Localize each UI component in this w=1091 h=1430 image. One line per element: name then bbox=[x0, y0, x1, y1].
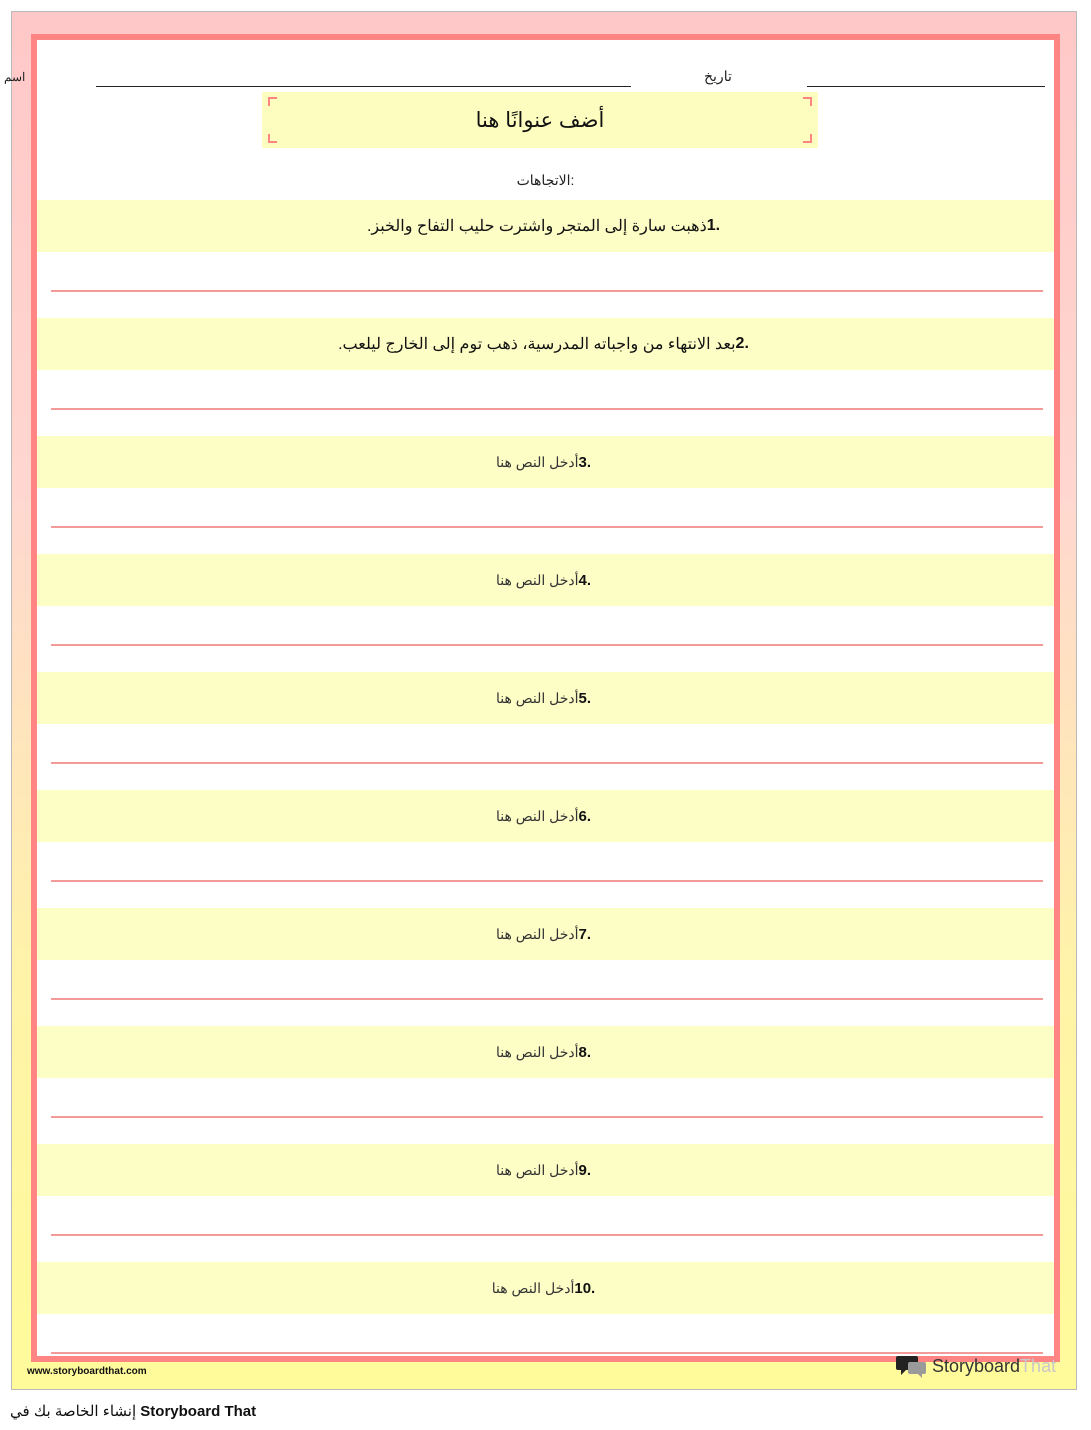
date-field-line[interactable] bbox=[807, 86, 1045, 87]
question-number: 7. bbox=[578, 925, 592, 943]
answer-line[interactable] bbox=[51, 644, 1043, 646]
question-band[interactable] bbox=[37, 1262, 1054, 1314]
question-band[interactable] bbox=[37, 908, 1054, 960]
question-number: 10. bbox=[574, 1279, 596, 1297]
answer-line[interactable] bbox=[51, 880, 1043, 882]
question-band[interactable] bbox=[37, 436, 1054, 488]
question-band[interactable] bbox=[37, 554, 1054, 606]
answer-line[interactable] bbox=[51, 998, 1043, 1000]
corner-mark bbox=[803, 97, 812, 106]
logo-word-that: That bbox=[1020, 1355, 1057, 1376]
logo-word-storyboard: Storyboard bbox=[932, 1355, 1021, 1376]
question-number: 4. bbox=[578, 571, 592, 589]
question-band[interactable] bbox=[37, 1026, 1054, 1078]
question-text: أدخل النص هنا bbox=[495, 1161, 579, 1178]
question-number: 6. bbox=[578, 807, 592, 825]
question-text: أدخل النص هنا bbox=[495, 1043, 579, 1060]
storyboardthat-logo bbox=[896, 1354, 1056, 1378]
question-text: أدخل النص هنا bbox=[491, 1279, 575, 1296]
answer-line[interactable] bbox=[51, 1352, 1043, 1354]
question-number: 3. bbox=[578, 453, 592, 471]
question-text: أدخل النص هنا bbox=[495, 453, 579, 470]
answer-line[interactable] bbox=[51, 526, 1043, 528]
answer-line[interactable] bbox=[51, 1234, 1043, 1236]
question-number: 2. bbox=[735, 335, 749, 352]
question-band[interactable] bbox=[37, 318, 1054, 370]
footer-credit bbox=[10, 1402, 256, 1420]
question-text: أدخل النص هنا bbox=[495, 807, 579, 824]
question-band[interactable] bbox=[37, 672, 1054, 724]
question-number: 5. bbox=[578, 689, 592, 707]
question-text: أدخل النص هنا bbox=[495, 571, 579, 588]
title-box[interactable] bbox=[262, 92, 818, 148]
question-text: ذهبت سارة إلى المتجر واشترت حليب التفاح والخبز. bbox=[366, 218, 707, 235]
answer-line[interactable] bbox=[51, 1116, 1043, 1118]
corner-mark bbox=[803, 134, 812, 143]
corner-mark bbox=[268, 134, 277, 143]
answer-line[interactable] bbox=[51, 408, 1043, 410]
directions-label: الاتجاهات: bbox=[516, 172, 575, 188]
credit-brand[interactable]: Storyboard That bbox=[140, 1403, 257, 1420]
question-number: 9. bbox=[578, 1161, 592, 1179]
question-number: 1. bbox=[706, 217, 721, 234]
question-number: 8. bbox=[578, 1043, 592, 1061]
credit-text: إنشاء الخاصة بك في bbox=[10, 1403, 137, 1420]
corner-mark bbox=[268, 97, 277, 106]
answer-line[interactable] bbox=[51, 762, 1043, 764]
question-band[interactable] bbox=[37, 1144, 1054, 1196]
question-text: أدخل النص هنا bbox=[495, 925, 579, 942]
logo-wordmark bbox=[932, 1356, 1056, 1377]
question-text: بعد الانتهاء من واجباته المدرسية، ذهب توم إلى الخارج ليلعب. bbox=[338, 336, 736, 353]
website-url: www.storyboardthat.com bbox=[27, 1366, 147, 1377]
question-text: أدخل النص هنا bbox=[495, 689, 579, 706]
name-field-line[interactable] bbox=[96, 86, 631, 87]
speech-bubbles-icon bbox=[896, 1354, 928, 1378]
worksheet-title: أضف عنوانًا هنا bbox=[475, 108, 605, 132]
name-label: اسم bbox=[4, 70, 26, 84]
date-label: تاريخ bbox=[704, 68, 732, 84]
answer-line[interactable] bbox=[51, 290, 1043, 292]
question-band[interactable] bbox=[37, 790, 1054, 842]
question-band[interactable] bbox=[37, 200, 1054, 252]
